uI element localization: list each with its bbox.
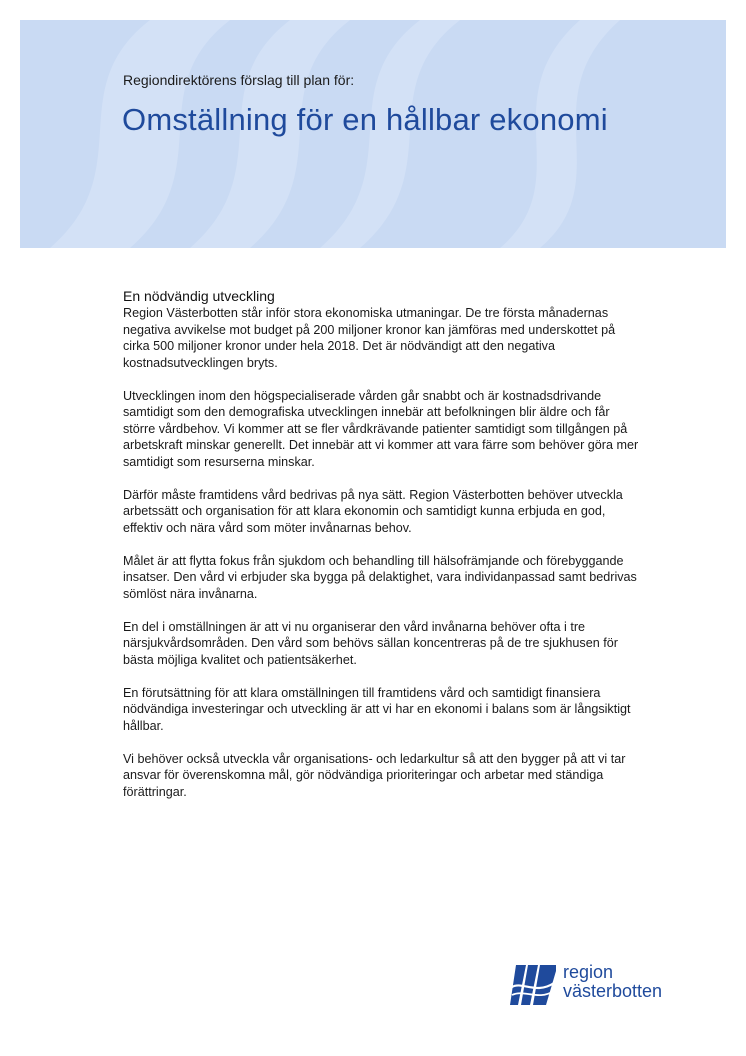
logo-wordmark — [563, 963, 662, 1001]
paragraph: En del i omställningen är att vi nu organiserar den vård invånarna behöver ofta i tre närsjukvårdsområden. Den vård som behövs sällan koncentreras på de tre sjukhusen för bästa möjliga kvalitet och patientsäkerhet. — [123, 619, 618, 667]
logo-line-vasterbotten: västerbotten — [563, 981, 663, 1001]
logo-mark-icon — [510, 965, 556, 1005]
paragraph: Därför måste framtidens vård bedrivas på nya sätt. Region Västerbotten behöver utveckla arbetssätt och organisation för att klara ekonomin och samtidigt kunna erbjuda en god, effektiv och nära vård som möter invånarnas behov. — [123, 487, 623, 535]
paragraph: Målet är att flytta fokus från sjukdom och behandling till hälsofrämjande och förebyggande insatser. Den vård vi erbjuder ska bygga på delaktighet, vara individanpassad samt bedrivas sömlöst nära invånarna. — [123, 553, 637, 601]
paragraph: Vi behöver också utveckla vår organisations- och ledarkultur så att den bygger på att vi tar ansvar för överenskomna mål, gör nödvändiga prioriteringar och arbetar med ständiga förättringar. — [123, 751, 626, 799]
logo-line-region: region — [563, 962, 614, 982]
header-banner — [20, 20, 726, 248]
region-vasterbotten-logo — [510, 963, 680, 1007]
paragraph: Region Västerbotten står inför stora ekonomiska utmaningar. De tre första månadernas negativa avvikelse mot budget på 200 miljoner kronor kan jämföras med underskottet på cirka 500 miljoner kronor under hela 2018. Det är nödvändigt att den negativa kostnadsutvecklingen bryts. — [123, 306, 616, 370]
section-heading: En nödvändig utveckling — [123, 288, 275, 304]
main-content — [123, 287, 643, 817]
document-title: Omställning för en hållbar ekonomi — [122, 102, 608, 137]
paragraph: Utvecklingen inom den högspecialiserade vården går snabbt och är kostnadsdrivande samtidigt som den demografiska utvecklingen innebär att befolkningen blir äldre och får större vårdbehov. Vi kommer att se fler vårdkrävande patienter samtidigt som tillgången på arbetskraft minskar generellt. Det innebär att vi kommer att vara färre som behöver göra mer samtidigt som resurserna minskar. — [123, 388, 639, 469]
document-subtitle: Regiondirektörens förslag till plan för: — [123, 72, 355, 88]
paragraph: En förutsättning för att klara omställningen till framtidens vård och samtidigt finansiera nödvändiga investeringar och utveckling är att vi har en ekonomi i balans som är långsiktigt hållbar. — [123, 685, 631, 733]
